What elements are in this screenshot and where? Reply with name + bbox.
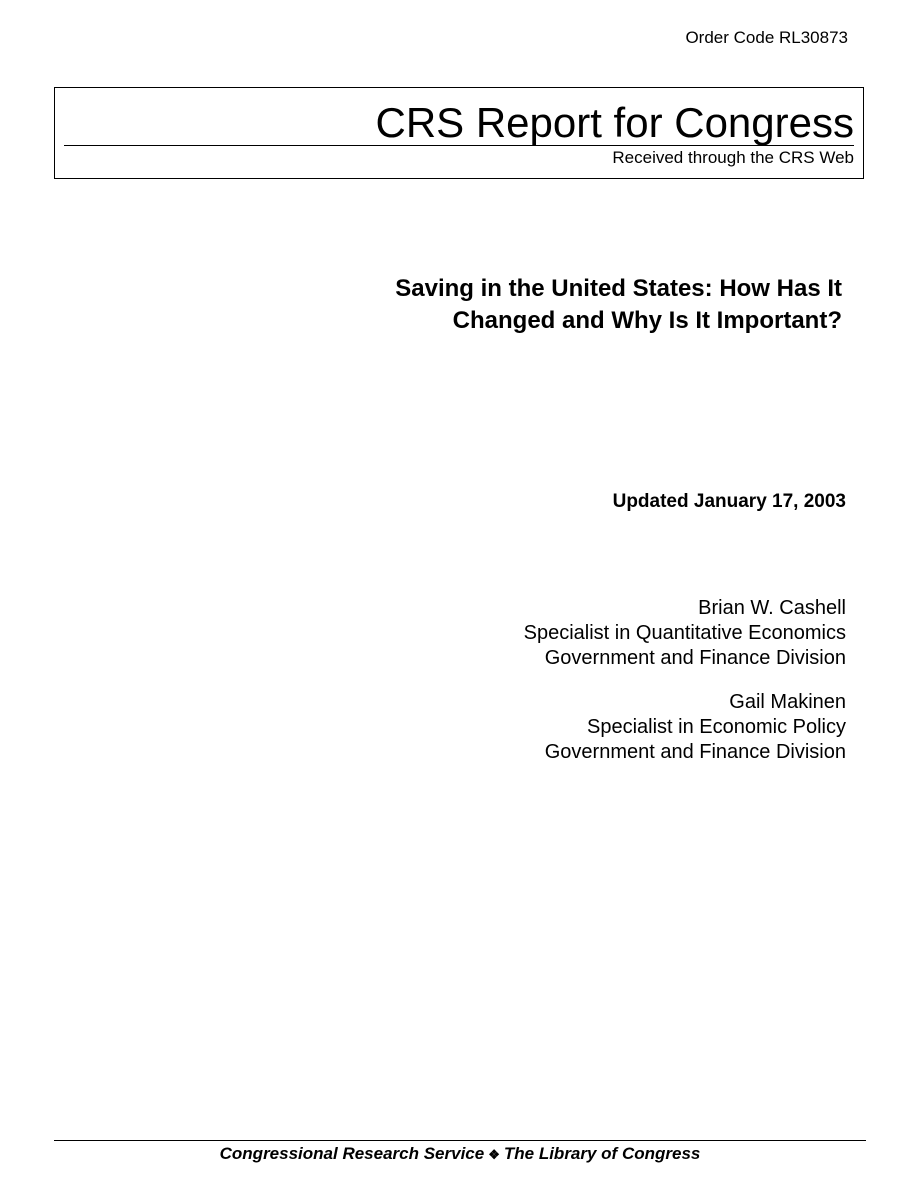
diamond-separator-icon: ❖ [488, 1147, 500, 1162]
report-header-box [54, 87, 864, 179]
author-position: Specialist in Economic Policy [587, 716, 846, 738]
updated-date: Updated January 17, 2003 [612, 491, 846, 512]
footer-divider [54, 1140, 866, 1141]
author-division: Government and Finance Division [544, 647, 846, 669]
author-division: Government and Finance Division [544, 741, 846, 763]
author-name: Brian W. Cashell [698, 597, 846, 619]
order-code: Order Code RL30873 [685, 28, 848, 47]
author-block-2 [545, 690, 846, 765]
report-title [395, 273, 842, 337]
header-title: CRS Report for Congress [375, 99, 854, 146]
footer-organization: Congressional Research Service [219, 1144, 485, 1163]
header-divider [64, 145, 854, 146]
report-title-line-2: Changed and Why Is It Important? [452, 307, 842, 334]
author-block-1 [524, 596, 846, 671]
header-subtitle: Received through the CRS Web [612, 148, 854, 167]
author-position: Specialist in Quantitative Economics [523, 622, 846, 644]
footer [54, 1143, 866, 1166]
report-title-line-1: Saving in the United States: How Has It [395, 275, 842, 302]
author-name: Gail Makinen [729, 691, 846, 713]
footer-library: The Library of Congress [503, 1144, 701, 1163]
